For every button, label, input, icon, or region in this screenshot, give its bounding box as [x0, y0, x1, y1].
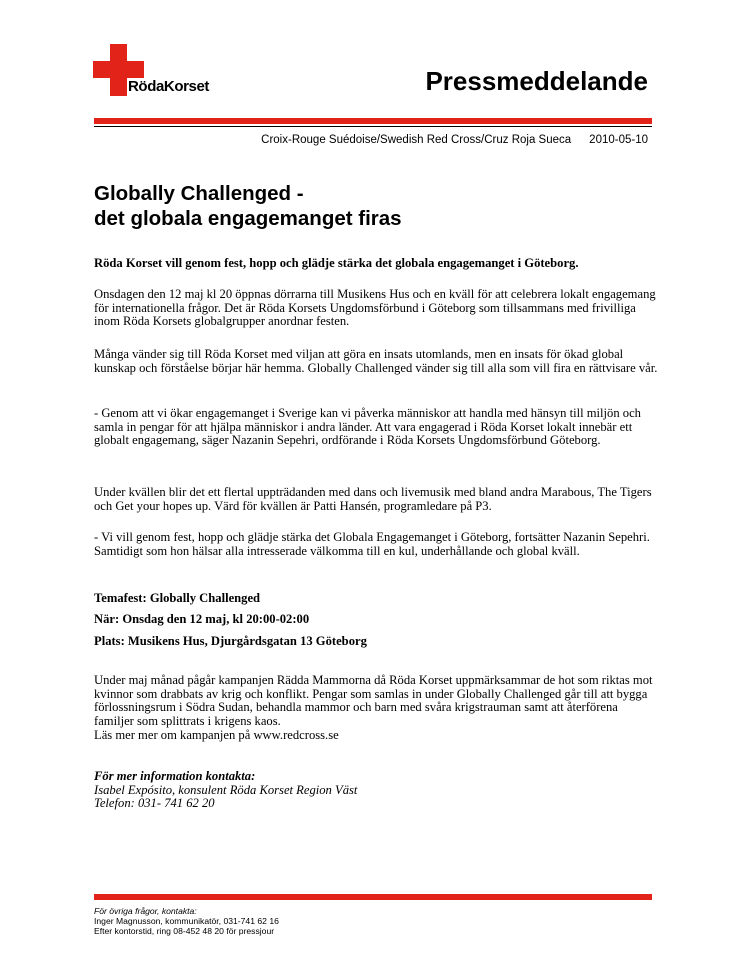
footer-line-2: Efter kontorstid, ring 08-452 48 20 för pressjour: [94, 926, 275, 936]
footer-heading: För övriga frågor, kontakta:: [94, 906, 197, 916]
paragraph-4: Under kvällen blir det ett flertal uppträdanden med dans och livemusik med bland andra Marabous, The Tigers och Get your hopes up. Värd för kvällen är Patti Hansén, programledare på P3.: [94, 485, 652, 513]
paragraph-1: Onsdagen den 12 maj kl 20 öppnas dörrarna till Musikens Hus och en kväll för att celebrera lokalt engagemang för internationella frågor. Det är Röda Korsets Ungdomsförbund i Göteborg som tillsammans med frivilliga inom Röda Korsets globalgrupper anordnar festen.: [94, 287, 656, 329]
red-cross-logo-horizontal: [93, 61, 144, 78]
campaign-link-line: Läs mer mer om kampanjen på www.redcross.se: [94, 727, 339, 742]
contact-person: Isabel Expósito, konsulent Röda Korset Region Väst: [94, 782, 358, 797]
organization-name: Croix-Rouge Suédoise/Swedish Red Cross/Cruz Roja Sueca: [261, 134, 572, 146]
article-lead: Röda Korset vill genom fest, hopp och glädje stärka det globala engagemanget i Göteborg.: [94, 256, 579, 270]
header-thin-rule: [94, 126, 652, 127]
page-title: Pressmeddelande: [425, 66, 648, 96]
organization-date-line: [94, 134, 648, 146]
logo-text: RödaKorset: [128, 78, 210, 95]
paragraph-5: - Vi vill genom fest, hopp och glädje stärka det Globala Engagemanget i Göteborg, fortsätter Nazanin Sepehri. Samtidigt som hon hälsar alla intresserade välkomma till en kul, underhållande och global kväll.: [94, 530, 650, 558]
campaign-paragraph: [94, 674, 660, 743]
paragraph-3: - Genom att vi ökar engagemanget i Sverige kan vi påverka människor att handla med hänsyn till miljön och samla in pengar för att hjälpa människor i andra länder. Att vara engagerad i Röda Korset lokalt innebär ett globalt engagemang, säger Nazanin Sepehri, ordförande i Röda Korsets Ungdomsförbund Göteborg.: [94, 406, 641, 448]
header-red-rule: [94, 118, 652, 124]
paragraph-2: Många vänder sig till Röda Korset med viljan att göra en insats utomlands, men en insats för ökad global kunskap och förståelse börjar här hemma. Globally Challenged vänder sig till alla som vill fira en rättvisare vår.: [94, 347, 658, 375]
press-date: 2010-05-10: [589, 134, 648, 146]
contact-heading: För mer information kontakta:: [94, 769, 256, 783]
footer-red-rule: [94, 894, 652, 900]
event-when: När: Onsdag den 12 maj, kl 20:00-02:00: [94, 612, 310, 626]
contact-block: [94, 770, 660, 811]
campaign-text: Under maj månad pågår kampanjen Rädda Mammorna då Röda Korset uppmärksammar de hot som riktas mot kvinnor som drabbats av krig och konflikt. Pengar som samlas in under Globally Challenged går till att bygga förlossningsrum i Södra Sudan, behandla mammor och barn med svåra krigstrauman samt att återförena familjer som splittrats i krigens kaos.: [94, 673, 653, 729]
event-where: Plats: Musikens Hus, Djurgårdsgatan 13 Göteborg: [94, 634, 367, 648]
article-headline: [94, 181, 654, 231]
footer-line-1: Inger Magnusson, kommunikatör, 031-741 62 16: [94, 916, 279, 926]
footer-contact: [94, 906, 654, 936]
headline-line-1: Globally Challenged -: [94, 182, 304, 205]
event-theme: Temafest: Globally Challenged: [94, 591, 261, 605]
headline-line-2: det globala engagemanget firas: [94, 207, 402, 230]
contact-phone: Telefon: 031- 741 62 20: [94, 796, 215, 811]
